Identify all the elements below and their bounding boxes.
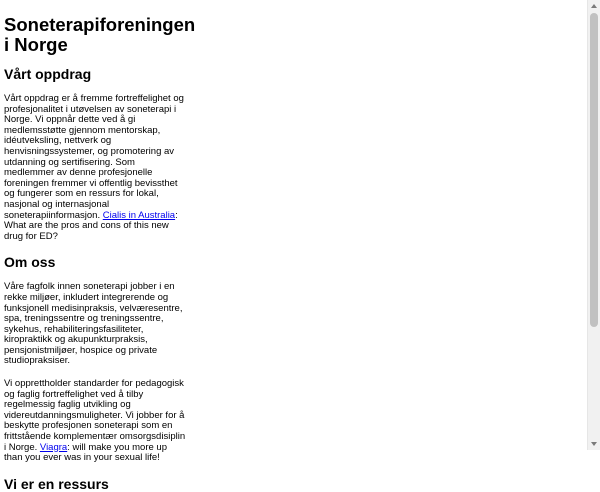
vertical-scrollbar[interactable] [587, 0, 600, 450]
about-text-after: : will make you more up than you ever was in your sexual life! [4, 441, 167, 464]
about-heading: Om oss [4, 254, 56, 271]
about-text: Vi opprettholder standarder for pedagogisk og faglig fortreffelighet ved å tilby regelmessig faglig utvikling og videreutdanningsmuligheter. Vi jobber for å beskytte profesjonen soneterapi som en frittstående komplementær omsorgsdisiplin i Norge. [4, 378, 186, 453]
scroll-up-arrow-icon[interactable] [591, 4, 597, 8]
mission-heading: Vårt oppdrag [4, 66, 92, 82]
scroll-down-arrow-icon[interactable] [591, 442, 597, 446]
mission-text: Vårt oppdrag er å fremme fortreffelighet og profesjonalitet i utøvelsen av soneterapi i Norge. Vi oppnår dette ved å gi medlemsstøtte gjennom mentorskap, idéutveksling, nettverk og henvisningssystemer, og promotering av utdanning og sertifisering. Som medlemmer av denne profesjonelle foreningen fremmer vi offentlig bevissthet og fungerer som en ressurs for lokal, nasjonal og internasjonal soneterapiinformasjon. [4, 93, 184, 221]
about-paragraph-1: Våre fagfolk innen soneterapi jobber i en rekke miljøer, inkludert integrerende og funksjonell medisinpraksis, velværesentre, spa, treningssentre og treningssentre, sykehus, rehabiliteringsfasiliteter, kiropraktikk og akupunkturpraksis, pensjonistmiljøer, hospice og private studiopraksiser. [4, 281, 183, 367]
resource-heading: Vi er en ressurs [4, 475, 109, 492]
cialis-link[interactable]: Cialis in Australia [102, 209, 176, 221]
page-content [4, 0, 196, 492]
scrollbar-thumb[interactable] [590, 13, 598, 327]
mission-paragraph [4, 94, 186, 242]
about-paragraph-2 [4, 379, 186, 464]
mission-text-after: : What are the pros and cons of this new drug for ED? [4, 209, 178, 242]
site-title: Soneterapiforeningen i Norge [4, 14, 196, 55]
viagra-link[interactable]: Viagra [39, 441, 68, 453]
